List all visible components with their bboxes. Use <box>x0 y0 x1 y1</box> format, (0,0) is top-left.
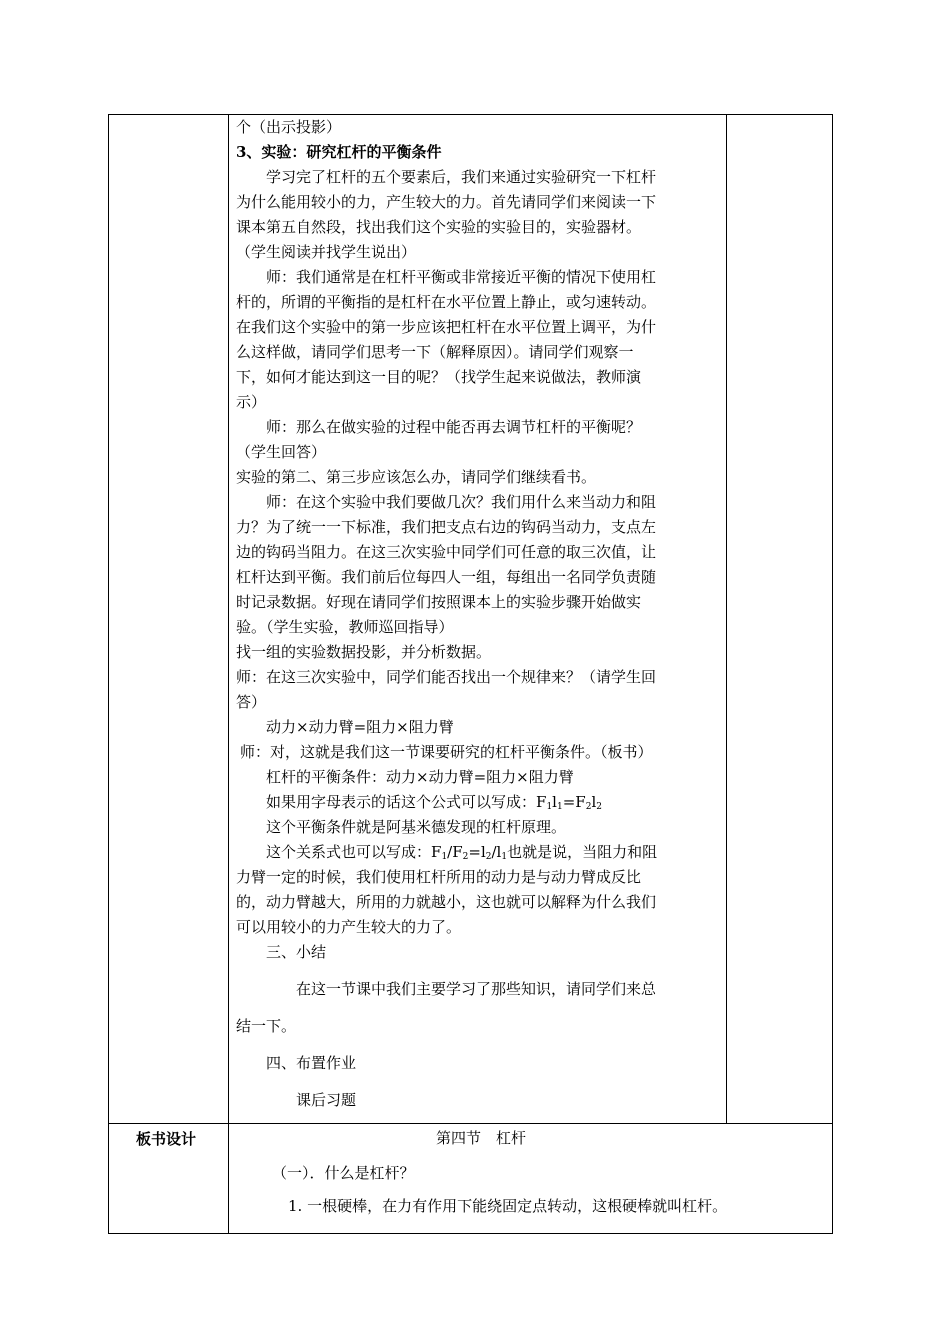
lesson-line: 在我们这个实验中的第一步应该把杠杆在水平位置上调平，为什 <box>236 318 657 336</box>
board-design-label: 板书设计 <box>136 1130 197 1148</box>
lesson-line: 为什么能用较小的力，产生较大的力。首先请同学们来阅读一下 <box>236 193 657 211</box>
lesson-line: 杆的，所谓的平衡指的是杠杆在水平位置上静止，或匀速转动。 <box>236 293 657 311</box>
lesson-line: 师：我们通常是在杠杆平衡或非常接近平衡的情况下使用杠 <box>266 268 657 286</box>
lesson-line: 杠杆达到平衡。我们前后位每四人一组，每组出一名同学负责随 <box>236 568 657 586</box>
lesson-line: 示） <box>236 393 267 411</box>
lesson-line: 个（出示投影） <box>236 118 342 136</box>
lesson-line: 师：在这三次实验中，同学们能否找出一个规律来？（请学生回 <box>236 668 657 686</box>
lesson-line: 时记录数据。好现在请同学们按照课本上的实验步骤开始做实 <box>236 593 642 611</box>
formula-ratio-line: 这个关系式也可以写成：$F_1/F_2=l_2/l_1$也就是说，当阻力和阻 <box>266 843 658 862</box>
lesson-line: 杠杆的平衡条件：动力×动力臂=阻力×阻力臂 <box>266 768 574 786</box>
lesson-line: 学习完了杠杆的五个要素后，我们来通过实验研究一下杠杆 <box>266 168 657 186</box>
board-item: 1. 一根硬棒，在力有作用下能绕固定点转动，这根硬棒就叫杠杆。 <box>288 1197 728 1215</box>
lesson-content-cell <box>236 115 721 1113</box>
lesson-line: （学生阅读并找学生说出） <box>236 243 417 261</box>
lesson-line: 力臂一定的时候，我们使用杠杆所用的动力是与动力臂成反比 <box>236 868 642 886</box>
lesson-line: 边的钩码当阻力。在这三次实验中同学们可任意的取三次值，让 <box>236 543 657 561</box>
lesson-line: 师：对，这就是我们这一节课要研究的杠杆平衡条件。（板书） <box>240 743 653 761</box>
section-heading-homework: 四、布置作业 <box>266 1054 357 1072</box>
lesson-line: 力？为了统一一下标准，我们把支点右边的钩码当动力，支点左 <box>236 518 657 536</box>
lesson-line: 答） <box>236 693 267 711</box>
lesson-line: 结一下。 <box>236 1017 297 1035</box>
formula-line: 动力×动力臂=阻力×阻力臂 <box>266 718 454 736</box>
section-heading-summary: 三、小结 <box>266 943 327 961</box>
formula-ratio: $F_1/F_2=l_2/l_1$ <box>431 843 508 862</box>
board-title: 第四节 杠杆 <box>435 1129 526 1147</box>
formula-letter-line: 如果用字母表示的话这个公式可以写成：$F_1l_1=F_2l_2$ <box>266 793 602 812</box>
section-heading-experiment: 3、实验：研究杠杆的平衡条件 <box>236 143 442 161</box>
lesson-line: 可以用较小的力产生较大的力了。 <box>236 918 462 936</box>
lesson-line: （学生回答） <box>236 443 327 461</box>
table-right-border <box>832 114 833 1234</box>
lesson-line: 师：那么在做实验的过程中能否再去调节杠杆的平衡呢？ <box>266 418 642 436</box>
lesson-line: 找一组的实验数据投影，并分析数据。 <box>236 643 492 661</box>
table-column-divider-1 <box>228 114 229 1234</box>
lesson-line: 么这样做，请同学们思考一下（解释原因）。请同学们观察一 <box>236 343 634 361</box>
board-design-cell <box>236 1126 826 1219</box>
lesson-line: 课本第五自然段，找出我们这个实验的实验目的，实验器材。 <box>236 218 642 236</box>
board-question: （一）．什么是杠杆？ <box>272 1164 415 1182</box>
lesson-line: 师：在这个实验中我们要做几次？我们用什么来当动力和阻 <box>266 493 657 511</box>
lesson-line: 下，如何才能达到这一目的呢？（找学生起来说做法，教师演 <box>236 368 642 386</box>
lesson-line: 这个平衡条件就是阿基米德发现的杠杆原理。 <box>266 818 567 836</box>
table-row-divider <box>108 1123 833 1124</box>
lesson-line: 验。（学生实验，教师巡回指导） <box>236 618 454 636</box>
lesson-line: 的，动力臂越大，所用的力就越小，这也就可以解释为什么我们 <box>236 893 657 911</box>
table-left-border <box>108 114 109 1234</box>
lesson-line: 实验的第二、第三步应该怎么办，请同学们继续看书。 <box>236 468 597 486</box>
lesson-line: 课后习题 <box>296 1091 357 1109</box>
lesson-line: 在这一节课中我们主要学习了那些知识，请同学们来总 <box>296 980 657 998</box>
formula-f1l1-f2l2: $F_1l_1=F_2l_2$ <box>536 793 602 812</box>
table-column-divider-2 <box>726 114 727 1124</box>
table-bottom-border <box>108 1233 833 1234</box>
